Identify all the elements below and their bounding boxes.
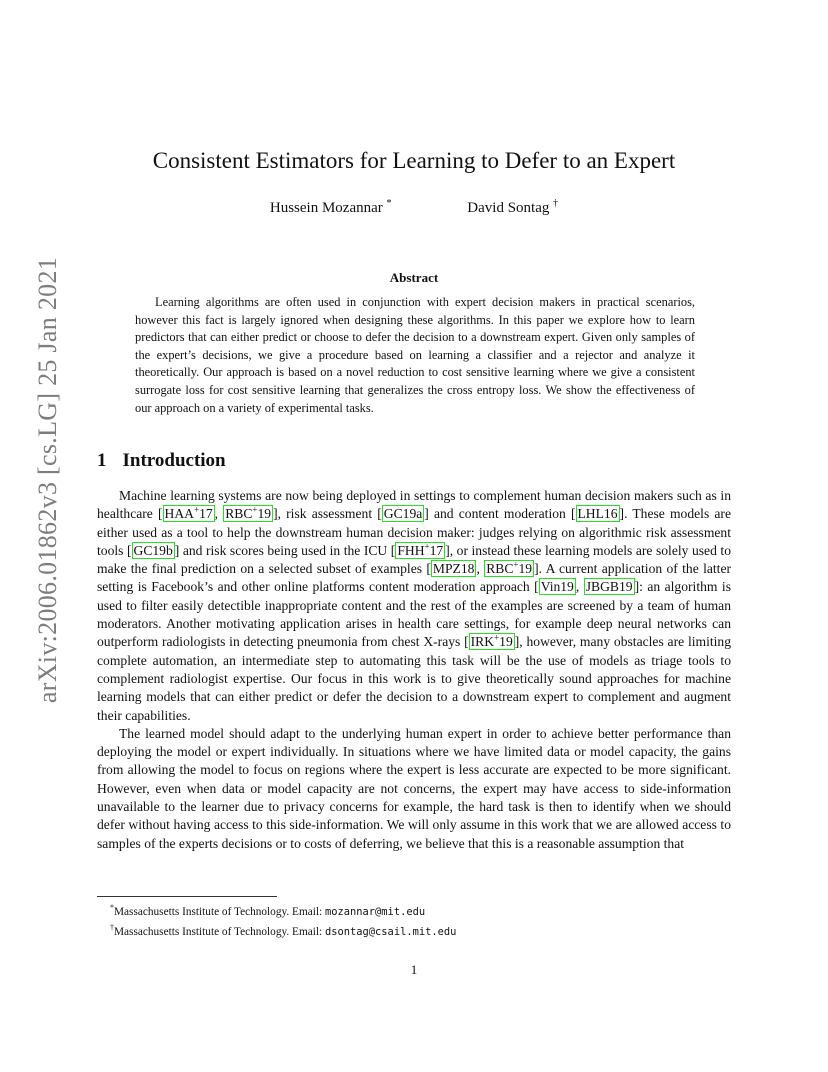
citation-link[interactable]: RBC+19 <box>225 504 272 522</box>
abstract-heading: Abstract <box>389 270 439 285</box>
email-mozannar: mozannar@mit.edu <box>325 905 426 918</box>
paragraph-2: The learned model should adapt to the underlying human expert in order to achieve better performance than deploying the model or expert individually. In situations where we have limited data or model capacity, the gains from allowing the model to focus on regions where the expert is less accurate are expected to be more significant. However, even when data or model capacity are not concerns, the expert may have access to side-information unavailable to the learner due to privacy concerns for example, the hard task is then to identify when we should defer without having access to this side-information. We will only assume in this work that we are allowed access to samples of the experts decisions or to costs of deferring, we believe that this is a reasonable assumption that <box>97 725 731 851</box>
email-sontag: dsontag@csail.mit.edu <box>325 925 457 938</box>
footnotes <box>110 900 456 940</box>
citation-link[interactable]: Vin19 <box>540 579 574 595</box>
section-title: Introduction <box>122 450 226 471</box>
footnote-divider <box>97 896 277 897</box>
abstract-text: Learning algorithms are often used in conjunction with expert decision makers in practical scenarios, however this fact is largely ignored when designing these algorithms. In this paper we explore how to learn predictors that can either predict or choose to defer the decision to a downstream expert. Given only samples of the expert’s decisions, we give a procedure based on learning a classifier and a rejector and analyze it theoretically. Our approach is based on a novel reduction to cost sensitive learning where we give a consistent surrogate loss for cost sensitive learning that generalizes the cross entropy loss. We show the effectiveness of our approach on a variety of experimental tasks. <box>135 295 695 415</box>
page-number: 1 <box>410 962 418 977</box>
citation-link[interactable]: MPZ18 <box>432 561 475 577</box>
citation-link[interactable]: IRK+19 <box>470 632 513 650</box>
citation-link[interactable]: GC19b <box>133 542 173 558</box>
footnote-mark: * <box>386 198 392 209</box>
paper-title: Consistent Estimators for Learning to Defer to an Expert <box>152 148 676 173</box>
author-sontag: David Sontag † <box>467 198 559 216</box>
paragraph-1: Machine learning systems are now being deployed in settings to complement human decision makers such as in healthcare [ HAA+17 , RBC+19 ], risk assessment [ GC19a ] and content moderation [ LHL16 ]. These models are either used as a tool to help the downstream human decision maker: judges relying on algorithmic risk assessment tools [ GC19b ] and risk scores being used in the ICU [ FHH+17 ], or instead these learning models are solely used to make the final prediction on a selected subset of examples [ MPZ18 , RBC+19 ]. A current application of the latter setting is Facebook’s and other online platforms content moderation approach [ Vin19 , JBGB19 ]: an algorithm is used to filter easily detectible inappropriate content and the rest of the examples are screened by a team of human moderators. Another motivating application arises in health care settings, for example deep neural networks can outperform radiologists in detecting pneumonia from chest X-rays [ IRK+19 ], however, many obstacles are limiting complete automation, an intermediate step to automating this task will be the use of models as triage tools to complement radiologist expertise. Our focus in this work is to give theoretically sound approaches for machine learning models that can either predict or defer the decision to a downstream expert to complement and augment their capabilities. <box>97 488 731 723</box>
footnote-2: †Massachusetts Institute of Technology. Email: dsontag@csail.mit.edu <box>110 922 457 938</box>
citation-link[interactable]: LHL16 <box>577 506 618 522</box>
citation-link[interactable]: FHH+17 <box>397 541 444 558</box>
body-text <box>97 487 731 853</box>
author-mozannar: Hussein Mozannar * <box>269 198 392 216</box>
citation-link[interactable]: JBGB19 <box>585 579 633 595</box>
author-list <box>0 198 828 217</box>
citation-link[interactable]: RBC+19 <box>486 559 533 577</box>
citation-link[interactable]: GC19a <box>383 506 423 522</box>
footnote-mark: † <box>553 198 559 209</box>
citation-link[interactable]: HAA+17 <box>164 504 213 522</box>
footnote-1: *Massachusetts Institute of Technology. Email: mozannar@mit.edu <box>110 903 426 918</box>
section-number: 1 <box>97 450 107 471</box>
arxiv-identifier-stamp: arXiv:2006.01862v3 [cs.LG] 25 Jan 2021 <box>33 256 62 704</box>
section-heading-introduction <box>97 450 226 472</box>
